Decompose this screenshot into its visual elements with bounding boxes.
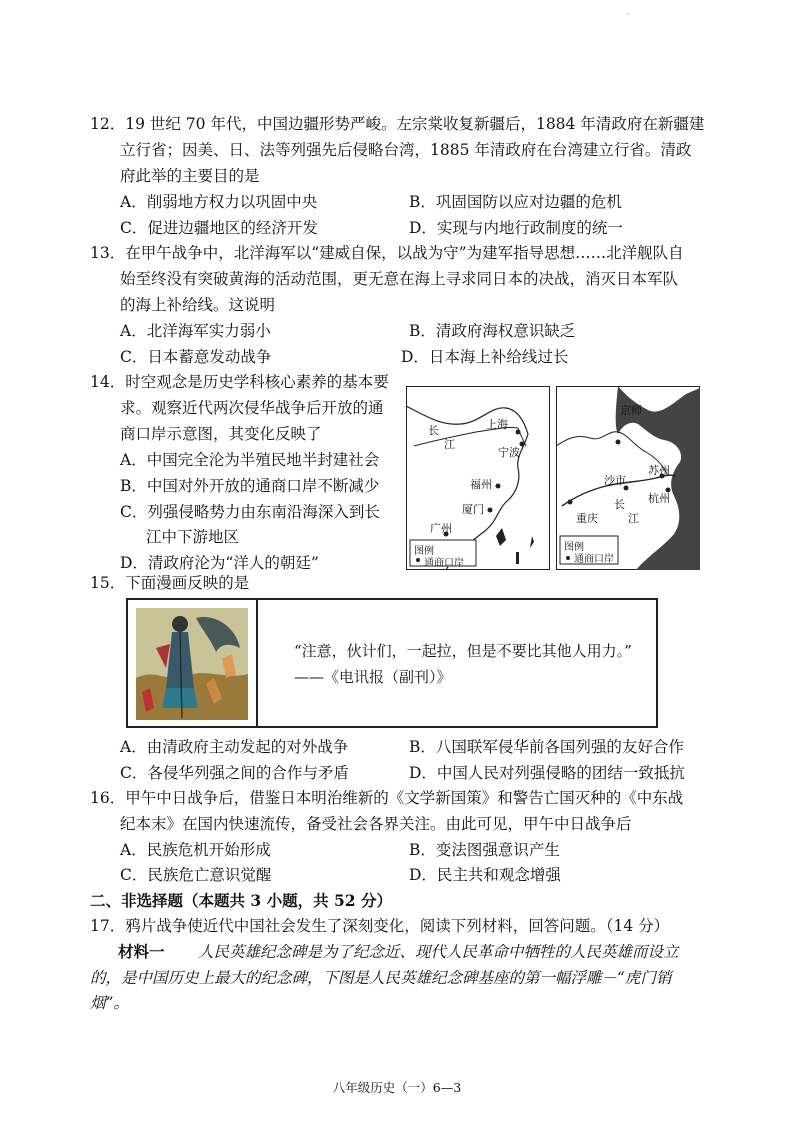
map1-legend-title: 图例	[414, 546, 434, 557]
q17-material-1-label: 材料一	[118, 942, 165, 961]
treaty-ports-map-2	[556, 386, 700, 570]
map1-label-fuzhou: 福州	[470, 478, 492, 491]
cartoon-divider	[256, 600, 258, 726]
q14-stem-line3: 商口岸示意图，其变化反映了	[120, 425, 322, 443]
q13-stem-line2: 始至终没有突破黄海的活动范围，更无意在海上寻求同日本的决战，消灭日本军队	[120, 270, 679, 288]
cartoon-quote: “注意，伙计们，一起拉，但是不要比其他人用力。”	[294, 642, 632, 660]
map1-label-chang: 长	[428, 424, 439, 437]
cartoon-image	[136, 608, 248, 720]
q17-material-1-line2: 的，是中国历史上最大的纪念碑，下图是人民英雄纪念碑基座的第一幅浮雕－“虎门销	[90, 969, 672, 987]
map2-label-chang: 长	[614, 498, 625, 511]
q14-stem-line2: 求。观察近代两次侵华战争后开放的通	[120, 399, 384, 417]
q13-stem-line1: 13．在甲午战争中，北洋海军以“建威自保，以战为守”为建军指导思想……北洋舰队自	[90, 244, 684, 262]
q14-option-c-cont: 江中下游地区	[146, 528, 240, 546]
q16-option-a: A．民族危机开始形成	[120, 841, 271, 859]
map2-label-shashi: 沙市	[604, 474, 626, 487]
q13-option-d: D．日本海上补给线过长	[401, 348, 569, 366]
map1-label-guangzhou: 广州	[430, 522, 452, 535]
q16-option-b: B．变法图强意识产生	[409, 841, 560, 859]
map2-legend-title: 图例	[564, 542, 584, 553]
q12-option-a: A．削弱地方权力以巩固中央	[120, 193, 318, 211]
q15-stem: 15．下面漫画反映的是	[90, 574, 250, 592]
q17-material-1-line3: 烟”。	[90, 994, 129, 1012]
map2-label-jiang: 江	[628, 512, 639, 525]
q14-stem-line1: 14．时空观念是历史学科核心素养的基本要	[90, 373, 389, 391]
treaty-ports-map-1	[406, 386, 550, 570]
q15-option-a: A．由清政府主动发起的对外战争	[120, 738, 349, 756]
q12-stem-line2: 立行省；因美、日、法等列强先后侵略台湾，1885 年清政府在台湾建立行省。清政	[120, 141, 692, 159]
q15-option-b: B．八国联军侵华前各国列强的友好合作	[409, 738, 684, 756]
q17-material-1-line1: 人民英雄纪念碑是为了纪念近、现代人民革命中牺牲的人民英雄而设立	[198, 943, 679, 961]
q12-stem-line1: 12．19 世纪 70 年代，中国边疆形势严峻。左宗棠收复新疆后，1884 年清政府在新疆建	[90, 115, 705, 133]
q12-option-c: C．促进边疆地区的经济开发	[120, 219, 318, 237]
map1-label-ningbo: 宁波	[498, 446, 520, 459]
q16-option-c: C．民族危亡意识觉醒	[120, 866, 272, 884]
q15-option-c: C．各侵华列强之间的合作与矛盾	[120, 764, 349, 782]
q16-stem-line1: 16．甲午中日战争后，借鉴日本明治维新的《文学新国策》和警告亡国灭种的《中东战	[90, 789, 684, 807]
map1-legend-item: 通商口岸	[424, 558, 464, 569]
page-footer: 八年级历史（一）6—3	[332, 1080, 462, 1095]
map1-label-jiang: 江	[444, 438, 455, 451]
q14-option-b: B．中国对外开放的通商口岸不断减少	[120, 477, 380, 495]
map2-label-hangzhou: 杭州	[648, 492, 670, 505]
q13-option-c: C．日本蓄意发动战争	[120, 348, 272, 366]
map2-legend-item: 通商口岸	[574, 554, 614, 565]
q13-stem-line3: 的海上补给线。这说明	[120, 296, 276, 314]
q14-option-d: D．清政府沦为“洋人的朝廷”	[120, 554, 319, 572]
q12-stem-line3: 府此举的主要目的是	[120, 167, 260, 185]
q17-stem: 17．鸦片战争使近代中国社会发生了深刻变化，阅读下列材料，回答问题。（14 分）	[90, 917, 670, 935]
map2-label-suzhou: 苏州	[648, 464, 670, 477]
q16-stem-line2: 纪本末》在国内快速流传，备受社会各界关注。由此可见，甲午中日战争后	[120, 815, 632, 833]
q14-option-a: A．中国完全沦为半殖民地半封建社会	[120, 451, 380, 469]
map2-label-jingshi: 京师	[620, 404, 642, 417]
q14-option-c: C．列强侵略势力由东南沿海深入到长	[120, 503, 380, 521]
map2-label-chongqing: 重庆	[576, 512, 598, 525]
cartoon-drawing	[136, 608, 248, 720]
q13-option-a: A．北洋海军实力弱小	[120, 322, 271, 340]
section-2-title: 二、非选择题（本题共 3 小题，共 52 分）	[90, 891, 392, 910]
cartoon-source: ——《电讯报（副刊）》	[294, 668, 452, 686]
map1-label-xiamen: 厦门	[462, 503, 484, 516]
q12-option-b: B．巩固国防以应对边疆的危机	[409, 193, 622, 211]
header-mark: ·	[627, 10, 630, 19]
q15-option-d: D．中国人民对列强侵略的团结一致抵抗	[409, 764, 685, 782]
q16-option-d: D．民主共和观念增强	[409, 866, 561, 884]
q12-option-d: D．实现与内地行政制度的统一	[409, 219, 623, 237]
map1-label-shanghai: 上海	[486, 418, 508, 431]
cartoon-frame	[126, 598, 658, 728]
q13-option-b: B．清政府海权意识缺乏	[409, 322, 576, 340]
